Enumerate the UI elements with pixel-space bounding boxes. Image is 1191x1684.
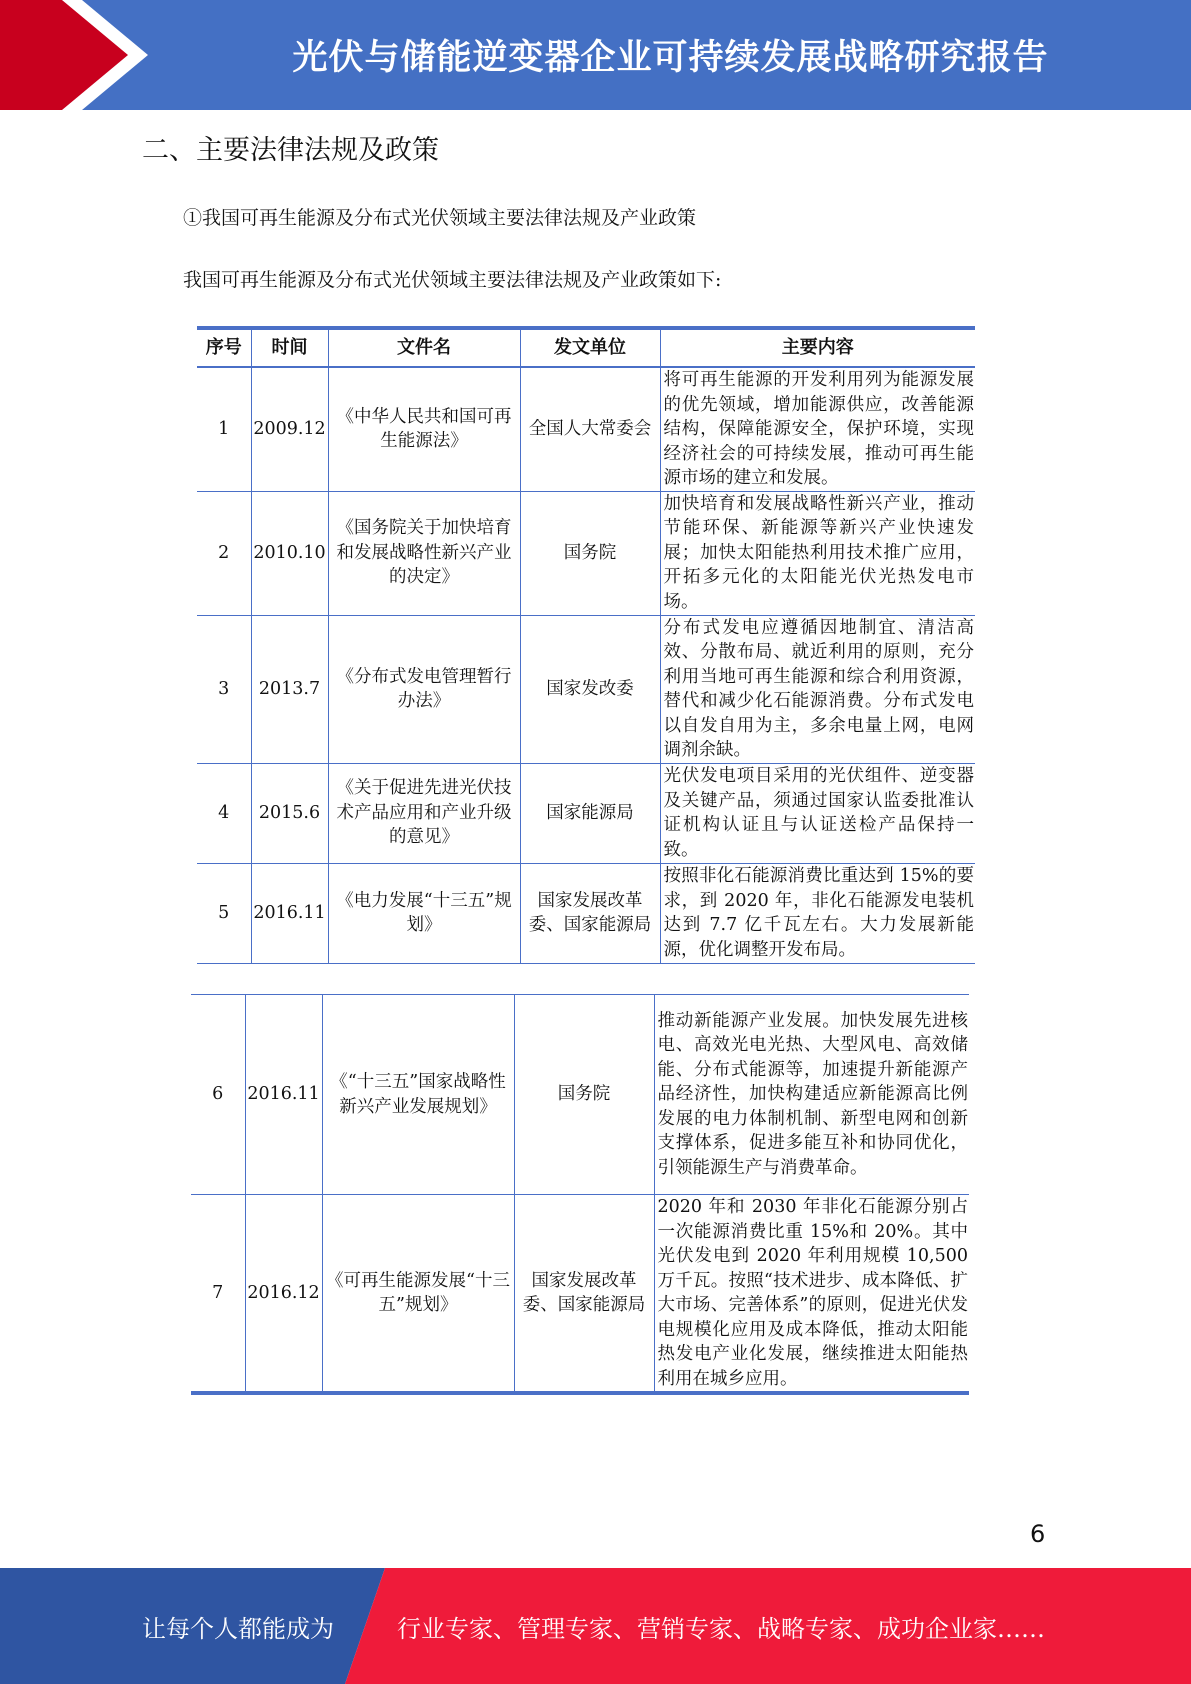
row-no: 3: [197, 615, 251, 763]
subheading: ①我国可再生能源及分布式光伏领域主要法律法规及产业政策: [183, 207, 697, 229]
row-document-name: 《分布式发电管理暂行办法》: [328, 615, 520, 763]
policy-table-part-1: [197, 326, 975, 964]
row-document-name: 《国务院关于加快培育和发展战略性新兴产业的决定》: [328, 491, 520, 615]
section-heading: 二、主要法律法规及政策: [142, 135, 439, 166]
row-content: 光伏发电项目采用的光伏组件、逆变器及关键产品，须通过国家认监委批准认证机构认证且与认证送检产品保持一致。: [660, 763, 975, 863]
row-content: 分布式发电应遵循因地制宜、清洁高效、分散布局、就近利用的原则，充分利用当地可再生能源和综合利用资源，替代和减少化石能源消费。分布式发电以自发自用为主，多余电量上网，电网调剂余缺。: [660, 615, 975, 763]
header-no: 序号: [197, 328, 251, 367]
row-date: 2013.7: [251, 615, 328, 763]
header-issuer: 发文单位: [520, 328, 660, 367]
row-content: 推动新能源产业发展。加快发展先进核电、高效光电光热、大型风电、高效储能、分布式能源等，加速提升新能源产品经济性，加快构建适应新能源高比例发展的电力体制机制、新型电网和创新支撑体系，促进多能互补和协同优化，引领能源生产与消费革命。: [654, 995, 969, 1195]
row-document-name: 《中华人民共和国可再生能源法》: [328, 367, 520, 491]
header-date: 时间: [251, 328, 328, 367]
intro-text: 我国可再生能源及分布式光伏领域主要法律法规及产业政策如下:: [183, 269, 722, 291]
row-document-name: 《关于促进先进光伏技术产品应用和产业升级的意见》: [328, 763, 520, 863]
table-row: [197, 491, 975, 615]
row-no: 4: [197, 763, 251, 863]
row-no: 6: [191, 995, 245, 1195]
header-name: 文件名: [328, 328, 520, 367]
row-date: 2016.12: [245, 1195, 322, 1394]
row-content: 2020 年和 2030 年非化石能源分别占一次能源消费比重 15%和 20%。其中光伏发电到 2020 年利用规模 10,500 万千瓦。按照“技术进步、成本降低、扩大市场、完善体系”的原则，促进光伏发电规模化应用及成本降低，推动太阳能热发电产业化发展，继续推进太阳能热利用在城乡应用。: [654, 1195, 969, 1394]
table-row: [197, 367, 975, 491]
row-content: 将可再生能源的开发利用列为能源发展的优先领域，增加能源供应，改善能源结构，保障能源安全，保护环境，实现经济社会的可持续发展，推动可再生能源市场的建立和发展。: [660, 367, 975, 491]
row-no: 5: [197, 863, 251, 963]
row-date: 2010.10: [251, 491, 328, 615]
row-content: 按照非化石能源消费比重达到 15%的要求，到 2020 年，非化石能源发电装机达到 7.7 亿千瓦左右。大力发展新能源，优化调整开发布局。: [660, 863, 975, 963]
red-chevron-logo: [0, 0, 160, 110]
row-date: 2016.11: [251, 863, 328, 963]
row-content: 加快培育和发展战略性新兴产业，推动节能环保、新能源等新兴产业快速发展；加快太阳能热利用技术推广应用，开拓多元化的太阳能光伏光热发电市场。: [660, 491, 975, 615]
table-row: [197, 615, 975, 763]
policy-table-part-2: [191, 994, 969, 1395]
row-issuer: 全国人大常委会: [520, 367, 660, 491]
row-document-name: 《“十三五”国家战略性新兴产业发展规划》: [322, 995, 514, 1195]
page-number: 6: [1030, 1520, 1046, 1548]
report-title: 光伏与储能逆变器企业可持续发展战略研究报告: [292, 38, 1049, 78]
row-no: 7: [191, 1195, 245, 1394]
row-issuer: 国家发展改革委、国家能源局: [520, 863, 660, 963]
header-content: 主要内容: [660, 328, 975, 367]
row-issuer: 国务院: [520, 491, 660, 615]
row-date: 2009.12: [251, 367, 328, 491]
report-footer: [0, 1568, 1191, 1684]
table-header-row: [197, 328, 975, 367]
footer-slogan-right: 行业专家、管理专家、营销专家、战略专家、成功企业家……: [397, 1614, 1045, 1643]
row-date: 2015.6: [251, 763, 328, 863]
row-no: 1: [197, 367, 251, 491]
table-row: [197, 763, 975, 863]
row-document-name: 《可再生能源发展“十三五”规划》: [322, 1195, 514, 1394]
footer-slogan-left: 让每个人都能成为: [142, 1614, 334, 1643]
row-document-name: 《电力发展“十三五”规划》: [328, 863, 520, 963]
table-row: [197, 863, 975, 963]
row-date: 2016.11: [245, 995, 322, 1195]
row-issuer: 国家发展改革委、国家能源局: [514, 1195, 654, 1394]
row-issuer: 国家发改委: [520, 615, 660, 763]
table-row: [191, 995, 969, 1195]
report-header: [0, 0, 1191, 110]
row-issuer: 国家能源局: [520, 763, 660, 863]
table-row: [191, 1195, 969, 1394]
row-no: 2: [197, 491, 251, 615]
row-issuer: 国务院: [514, 995, 654, 1195]
